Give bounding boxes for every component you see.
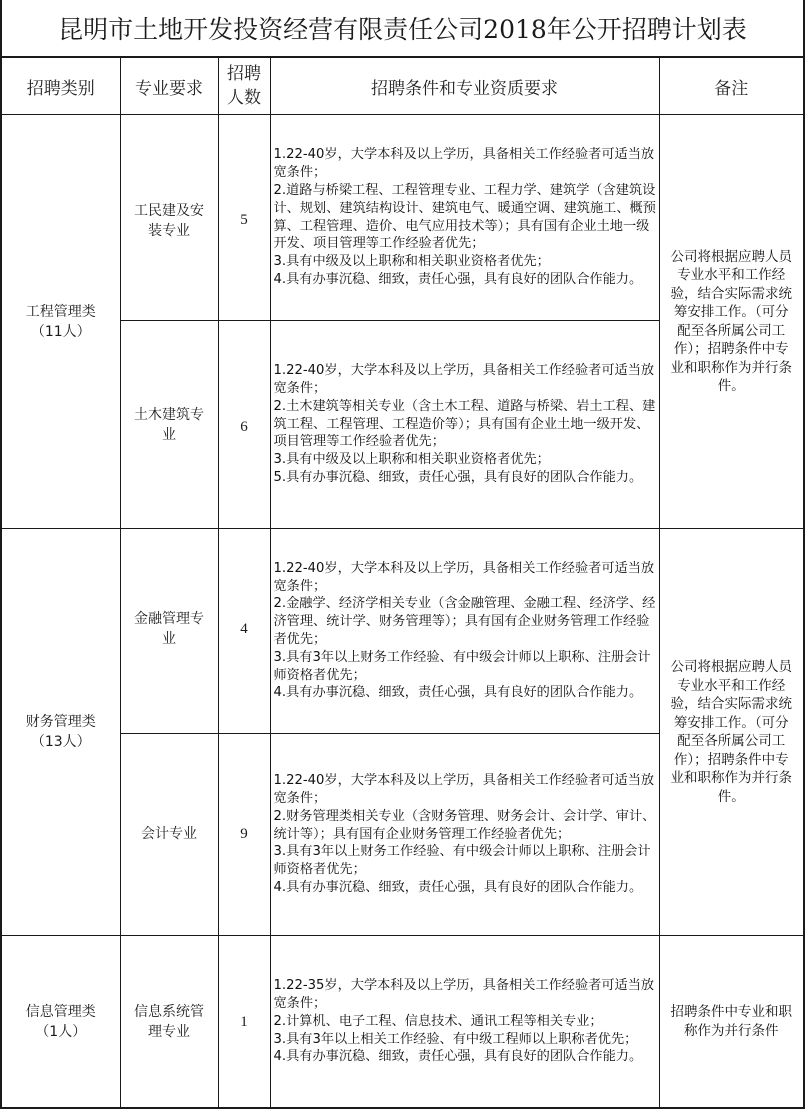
header-count-line2: 人数 [227,88,261,108]
table-row [2,529,803,734]
condition-item: 3.具有3年以上财务工作经验、有中级会计师以上职称、注册会计师资格者优先； [273,649,651,683]
major-name: 工民建及安装专业 [134,203,204,239]
category-cell-finance [2,529,120,936]
category-cell-engineering [2,115,120,529]
table-row [2,115,803,321]
category-count: （13人） [30,734,91,750]
condition-item: 4.具有办事沉稳、细致，责任心强，具有良好的团队合作能力。 [273,879,643,895]
condition-item: 1.22-40岁，大学本科及以上学历，具备相关工作经验者可适当放宽条件； [273,560,655,594]
count-cell [218,529,270,734]
condition-item: 3.具有中级及以上职称和相关职业资格者优先； [273,452,550,468]
major-cell [120,529,218,734]
condition-item: 5.具有办事沉稳、细致，责任心强，具有良好的团队合作能力。 [273,469,643,485]
major-name: 信息系统管理专业 [134,1003,204,1040]
note-cell: 招聘条件中专业和职称作为并行条件 [659,936,803,1108]
conditions-cell [270,734,659,936]
condition-item: 2.土木建筑等相关专业（含土木工程、道路与桥梁、岩土工程、建筑工程、工程管理、工程造价等）；具有国有企业土地一级开发、项目管理等工作经验者优先； [273,398,656,450]
count-cell [218,734,270,936]
count-value: 9 [240,826,248,842]
category-name: 信息管理类 [25,1003,96,1020]
condition-item: 2.财务管理类相关专业（含财务管理、财务会计、会计学、审计、统计等）；具有国有企业财务管理工作经验者优先； [273,808,656,842]
major-name: 会计专业 [141,826,197,842]
condition-item: 3.具有3年以上财务工作经验、有中级会计师以上职称、注册会计师资格者优先； [273,844,651,878]
count-cell [218,321,270,529]
condition-item: 4.具有办事沉稳、细致，责任心强，具有良好的团队合作能力。 [273,685,643,701]
count-value: 4 [240,621,248,637]
category-count: （1人） [35,1023,87,1040]
condition-item: 3.具有中级及以上职称和相关职业资格者优先； [273,254,550,270]
condition-item: 1.22-40岁，大学本科及以上学历，具备相关工作经验者可适当放宽条件； [273,773,655,806]
count-value: 6 [240,419,248,435]
condition-item: 4.具有办事沉稳、细致，责任心强，具有良好的团队合作能力。 [273,1049,643,1065]
count-value: 5 [240,212,248,228]
header-notes: 备注 [659,58,803,115]
condition-item: 1.22-40岁，大学本科及以上学历，具备相关工作经验者可适当放宽条件； [273,147,655,181]
major-cell [120,115,218,321]
category-count: （11人） [30,323,91,340]
category-name: 工程管理类 [25,303,96,320]
condition-item: 4.具有办事沉稳、细致，责任心强，具有良好的团队合作能力。 [273,271,643,287]
major-cell [120,936,218,1108]
condition-item: 2.计算机、电子工程、信息技术、通讯工程等相关专业； [273,1013,603,1029]
document-title: 昆明市土地开发投资经营有限责任公司2018年公开招聘计划表 [2,0,803,58]
header-category: 招聘类别 [2,58,120,115]
header-conditions: 招聘条件和专业资质要求 [270,58,659,115]
table-row [2,936,803,1108]
note-cell: 公司将根据应聘人员专业水平和工作经验，结合实际需求统筹安排工作。（可分配至各所属公司工作）；招聘条件中专业和职称作为并行条件。 [659,529,803,936]
recruitment-table [2,58,803,1108]
count-cell [218,115,270,321]
conditions-cell [270,321,659,529]
header-major: 专业要求 [120,58,218,115]
condition-item: 1.22-40岁，大学本科及以上学历，具备相关工作经验者可适当放宽条件； [273,363,655,396]
major-cell [120,321,218,529]
condition-item: 1.22-35岁，大学本科及以上学历，具备相关工作经验者可适当放宽条件； [273,978,655,1012]
count-cell [218,936,270,1108]
conditions-cell [270,529,659,734]
header-row [2,58,803,115]
major-name: 土木建筑专业 [134,407,204,443]
conditions-cell [270,115,659,321]
condition-item: 3.具有3年以上相关工作经验、有中级工程师以上职称者优先； [273,1031,638,1047]
major-name: 金融管理专业 [134,611,204,647]
category-cell-information [2,936,120,1108]
category-name: 财务管理类 [25,714,96,730]
condition-item: 2.道路与桥梁工程、工程管理专业、工程力学、建筑学（含建筑设计、规划、建筑结构设计、建筑电气、暖通空调、建筑施工、概预算、工程管理、造价、电气应用技术等）；具有国有企业土地一级开发、项目管理等工作经验者优先； [273,182,656,252]
note-cell: 公司将根据应聘人员专业水平和工作经验，结合实际需求统筹安排工作。（可分配至各所属公司工作）；招聘条件中专业和职称作为并行条件。 [659,115,803,529]
header-count-line1: 招聘 [227,64,261,84]
condition-item: 2.金融学、经济学相关专业（含金融管理、金融工程、经济学、经济管理、统计学、财务管理等）；具有国有企业财务管理工作经验者优先； [273,596,656,647]
conditions-cell [270,936,659,1108]
count-value: 1 [240,1013,248,1030]
header-count [218,58,270,115]
major-cell [120,734,218,936]
